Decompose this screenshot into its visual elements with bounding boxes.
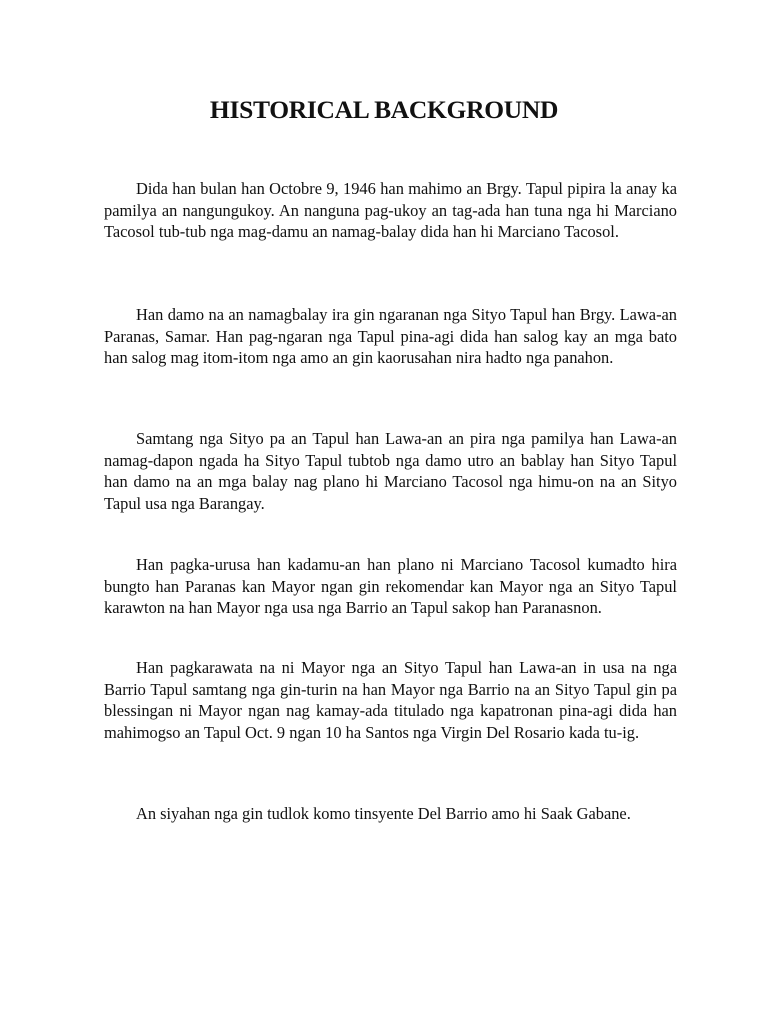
paragraph-6: An siyahan nga gin tudlok komo tinsyente Del Barrio amo hi Saak Gabane. bbox=[136, 804, 631, 823]
paragraph-4: Han pagka-urusa han kadamu-an han plano ni Marciano Tacosol kumadto hira bungto han Paranas kan Mayor ngan gin rekomendar kan Mayor nga an Sityo Tapul karawton na han Mayor nga usa nga Barrio an Tapul sakop han Paranasnon. bbox=[104, 555, 677, 618]
paragraph-2: Han damo na an namagbalay ira gin ngaranan nga Sityo Tapul han Brgy. Lawa-an Paranas, Samar. Han pag-ngaran nga Tapul pina-agi dida han salog kay an mga bato han salog mag itom-itom nga amo an gin kaorusahan nira hadto nga panahon. bbox=[104, 305, 677, 368]
paragraph-3: Samtang nga Sityo pa an Tapul han Lawa-an an pira nga pamilya han Lawa-an namag-dapon ngada ha Sityo Tapul tubtob nga damo utro an bablay han Sityo Tapul han damo na an mga balay nag plano hi Marciano Tacosol nga himu-on na an Sityo Tapul usa nga Barangay. bbox=[104, 429, 677, 513]
paragraph-5: Han pagkarawata na ni Mayor nga an Sityo Tapul han Lawa-an in usa na nga Barrio Tapul samtang nga gin-turin na han Mayor nga Barrio na an Sityo Tapul gin pa blessingan ni Mayor ngan nag kamay-ada titulado nga kapatronan pina-agi dida han mahimogso an Tapul Oct. 9 ngan 10 ha Santos nga Virgin Del Rosario kada tu-ig. bbox=[104, 658, 677, 742]
paragraph-1: Dida han bulan han Octobre 9, 1946 han mahimo an Brgy. Tapul pipira la anay ka pamilya an nangungukoy. An nanguna pag-ukoy an tag-ada han tuna nga hi Marciano Tacosol tub-tub nga mag-damu an namag-balay dida han hi Marciano Tacosol. bbox=[104, 179, 677, 242]
page-title: HISTORICAL BACKGROUND bbox=[209, 95, 559, 124]
